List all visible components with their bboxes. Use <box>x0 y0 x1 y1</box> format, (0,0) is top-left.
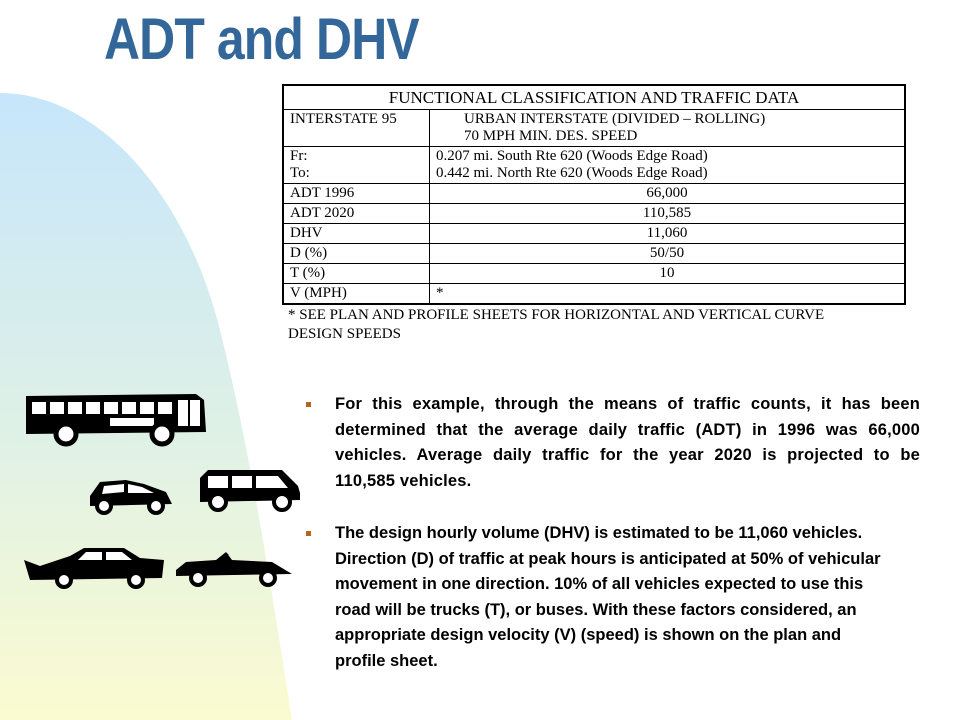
bullet-text: The design hourly volume (DHV) is estimated to be 11,060 vehicles. Direction (D) of traffic at peak hours is anticipated at 50% of vehicular movement in one direction. 10% of all vehicles expected to use this road will be trucks (T), or buses. With these factors considered, an appropriate design velocity (V) (speed) is shown on the plan and profile sheet. <box>335 524 881 670</box>
vehicle-clipart <box>20 388 300 598</box>
route-value <box>430 110 906 147</box>
table-row <box>283 110 905 147</box>
bullet-marker <box>306 402 311 407</box>
speed-value: * <box>430 284 906 305</box>
row-value: 50/50 <box>430 244 906 264</box>
convertible-icon <box>176 552 292 585</box>
row-label: T (%) <box>283 264 430 284</box>
row-label: D (%) <box>283 244 430 264</box>
row-value: 66,000 <box>430 184 906 204</box>
list-item <box>300 392 920 494</box>
traffic-data-table <box>282 84 906 344</box>
row-label: DHV <box>283 224 430 244</box>
row-value: 11,060 <box>430 224 906 244</box>
row-label: ADT 2020 <box>283 204 430 224</box>
table-footnote <box>288 306 906 344</box>
bullet-marker <box>306 531 311 536</box>
table-row <box>283 264 905 284</box>
table-row <box>283 147 905 184</box>
speed-label: V (MPH) <box>283 284 430 305</box>
limits-values <box>430 147 906 184</box>
limits-labels <box>283 147 430 184</box>
table-row <box>283 244 905 264</box>
to-label: To: <box>290 165 310 181</box>
from-label: Fr: <box>290 148 308 164</box>
row-value: 110,585 <box>430 204 906 224</box>
footnote-line: * SEE PLAN AND PROFILE SHEETS FOR HORIZONTAL AND VERTICAL CURVE <box>288 307 825 323</box>
bullet-list <box>300 392 920 674</box>
route-design-speed: 70 MPH MIN. DES. SPEED <box>464 128 638 144</box>
hatchback-icon <box>90 480 172 513</box>
page-title: ADT and DHV <box>104 7 419 72</box>
table-row <box>283 184 905 204</box>
list-item <box>300 521 895 674</box>
bus-icon <box>26 394 206 444</box>
to-value: 0.442 mi. North Rte 620 (Woods Edge Road) <box>436 165 708 181</box>
footnote-line: DESIGN SPEEDS <box>288 326 401 342</box>
route-label: INTERSTATE 95 <box>283 110 430 147</box>
route-classification: URBAN INTERSTATE (DIVIDED – ROLLING) <box>464 111 766 127</box>
table-row <box>283 224 905 244</box>
bullet-text: For this example, through the means of traffic counts, it has been determined that the average daily traffic (ADT) in 1996 was 66,000 vehicles. Average daily traffic for the year 2020 is projected to be 110,585 vehicles. <box>335 395 920 490</box>
row-value: 10 <box>430 264 906 284</box>
table-row <box>283 284 905 305</box>
row-label: ADT 1996 <box>283 184 430 204</box>
from-value: 0.207 mi. South Rte 620 (Woods Edge Road) <box>436 148 708 164</box>
table-row <box>283 204 905 224</box>
table-heading: FUNCTIONAL CLASSIFICATION AND TRAFFIC DATA <box>283 85 905 110</box>
sedan-icon <box>24 548 164 587</box>
van-icon <box>200 470 300 510</box>
